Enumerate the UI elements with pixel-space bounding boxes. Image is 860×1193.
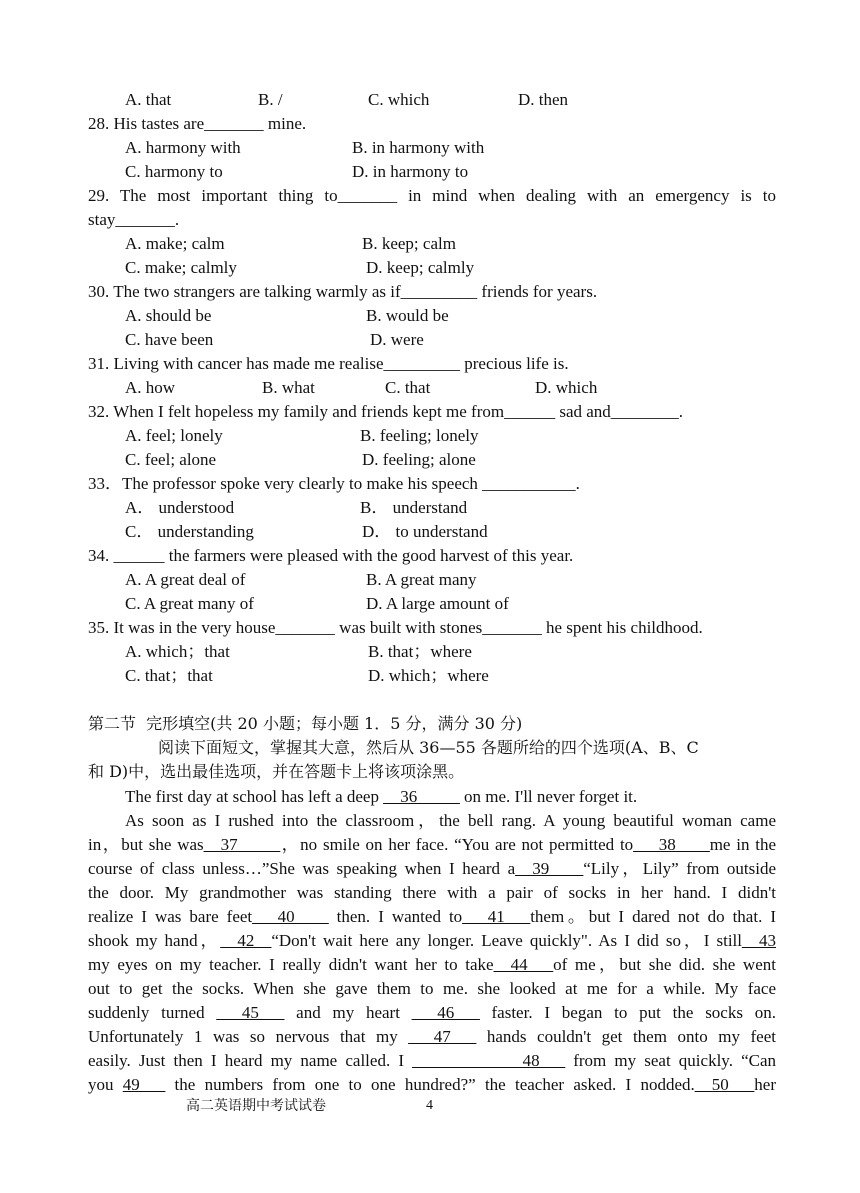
- q34-option-a: A. A great deal of: [125, 570, 246, 589]
- q30-option-c: C. have been: [125, 330, 214, 349]
- q31-option-c: C. that: [385, 378, 431, 397]
- passage-line: course of class unless…”She was speaking when I heard a__39____“Lily，Lily” from outside: [88, 859, 776, 878]
- q29-option-d: D. keep; calmly: [366, 258, 475, 277]
- q33-option-b: B． understand: [360, 498, 468, 517]
- q34-option-d: D. A large amount of: [366, 594, 509, 613]
- q31-option-a: A. how: [125, 378, 176, 397]
- passage-line: in，but she was__37_____，no smile on her face. “You are not permitted to___38____me in the: [88, 835, 776, 854]
- q29-stem-line2: stay_______.: [88, 210, 180, 229]
- q34-stem: 34. ______ the farmers were pleased with the good harvest of this year.: [88, 546, 574, 565]
- q28-option-a: A. harmony with: [125, 138, 241, 157]
- blank-40: ___40____: [252, 907, 329, 926]
- section-2-instructions-line2: 和 D)中，选出最佳选项，并在答题卡上将该项涂黑。: [88, 762, 465, 781]
- q34-option-b: B. A great many: [366, 570, 477, 589]
- blank-38: ___38____: [633, 835, 710, 854]
- q35-option-c: C. that；that: [125, 666, 213, 685]
- blank-42: __42__: [220, 931, 272, 950]
- blank-37: __37_____: [203, 835, 281, 854]
- blank-50: __50___: [694, 1075, 755, 1094]
- q29-option-a: A. make; calm: [125, 234, 225, 253]
- q35-stem: 35. It was in the very house_______ was built with stones_______ he spent his childhood.: [88, 618, 703, 637]
- blank-36: __36_____: [383, 787, 460, 806]
- q27-option-b: B. /: [258, 90, 283, 109]
- section-2-instructions-line1: 阅读下面短文，掌握其大意，然后从 36—55 各题所给的四个选项(A、B、C: [158, 738, 699, 757]
- q31-option-b: B. what: [262, 378, 315, 397]
- section-2-title: 第二节 完形填空(共 20 小题；每小题 1．5 分，满分 30 分): [88, 714, 523, 733]
- q27-option-a: A. that: [125, 90, 172, 109]
- q27-option-c: C. which: [368, 90, 430, 109]
- blank-48: _____________48___: [412, 1051, 566, 1070]
- passage-line: easily. Just then I heard my name called. I _____________48___ from my seat quickly. “Can: [88, 1051, 777, 1070]
- q28-option-b: B. in harmony with: [352, 138, 485, 157]
- q34-option-c: C. A great many of: [125, 594, 254, 613]
- q30-option-d: D. were: [370, 330, 424, 349]
- passage-line: suddenly turned ___45___ and my heart ___46___ faster. I began to put the socks on.: [88, 1003, 776, 1022]
- passage-line: The first day at school has left a deep __36_____ on me. I'll never forget it.: [125, 787, 638, 806]
- q35-option-a: A. which；that: [125, 642, 230, 661]
- blank-44: __44___: [493, 955, 554, 974]
- page-number: 4: [426, 1098, 433, 1113]
- q33-option-c: C． understanding: [125, 522, 254, 541]
- q30-option-a: A. should be: [125, 306, 212, 325]
- blank-46: ___46___: [411, 1003, 480, 1022]
- q32-option-b: B. feeling; lonely: [360, 426, 479, 445]
- blank-43: __43: [742, 931, 776, 950]
- passage-line: shook my hand，__42__“Don't wait here any longer. Leave quickly". As I did so，I still__43: [88, 931, 776, 950]
- footer-exam-title: 高二英语期中考试试卷: [186, 1098, 326, 1114]
- passage-line: realize I was bare feet___40____ then. I wanted to___41___them。but I dared not do that. I: [88, 907, 776, 926]
- q33-stem: 33．The professor spoke very clearly to make his speech ___________.: [88, 474, 580, 493]
- q35-option-b: B. that；where: [368, 642, 472, 661]
- q35-option-d: D. which；where: [368, 666, 489, 685]
- q29-stem-line1: 29. The most important thing to_______ in mind when dealing with an emergency is to: [88, 186, 776, 205]
- q32-option-a: A. feel; lonely: [125, 426, 223, 445]
- q29-option-b: B. keep; calm: [362, 234, 456, 253]
- passage-line: you 49___ the numbers from one to one hundred?” the teacher asked. I nodded.__50___her: [88, 1075, 777, 1094]
- q28-option-c: C. harmony to: [125, 162, 223, 181]
- q30-stem: 30. The two strangers are talking warmly as if_________ friends for years.: [88, 282, 598, 301]
- blank-47: ___47___: [408, 1027, 477, 1046]
- q28-stem: 28. His tastes are_______ mine.: [88, 114, 307, 133]
- q28-option-d: D. in harmony to: [352, 162, 469, 181]
- q29-option-c: C. make; calmly: [125, 258, 237, 277]
- passage-line: As soon as I rushed into the classroom，the bell rang. A young beautiful woman came: [125, 811, 776, 830]
- blank-45: ___45___: [216, 1003, 285, 1022]
- q33-option-a: A． understood: [125, 498, 235, 517]
- q31-option-d: D. which: [535, 378, 598, 397]
- q32-option-d: D. feeling; alone: [362, 450, 476, 469]
- passage-line: my eyes on my teacher. I really didn't want her to take__44___of me，but she did. she went: [88, 955, 776, 974]
- blank-41: ___41___: [462, 907, 531, 926]
- q31-stem: 31. Living with cancer has made me realise_________ precious life is.: [88, 354, 569, 373]
- passage-line: the door. My grandmother was standing there with a pair of socks in her hand. I didn't: [88, 883, 776, 902]
- blank-49: 49___: [122, 1075, 166, 1094]
- passage-line: out to get the socks. When she gave them to me. she looked at me for a while. My face: [88, 979, 776, 998]
- q33-option-d: D． to understand: [362, 522, 488, 541]
- q32-option-c: C. feel; alone: [125, 450, 217, 469]
- blank-39: __39____: [515, 859, 584, 878]
- q27-option-d: D. then: [518, 90, 569, 109]
- q30-option-b: B. would be: [366, 306, 449, 325]
- q32-stem: 32. When I felt hopeless my family and friends kept me from______ sad and________.: [88, 402, 684, 421]
- passage-line: Unfortunately 1 was so nervous that my ___47___ hands couldn't get them onto my feet: [88, 1027, 776, 1046]
